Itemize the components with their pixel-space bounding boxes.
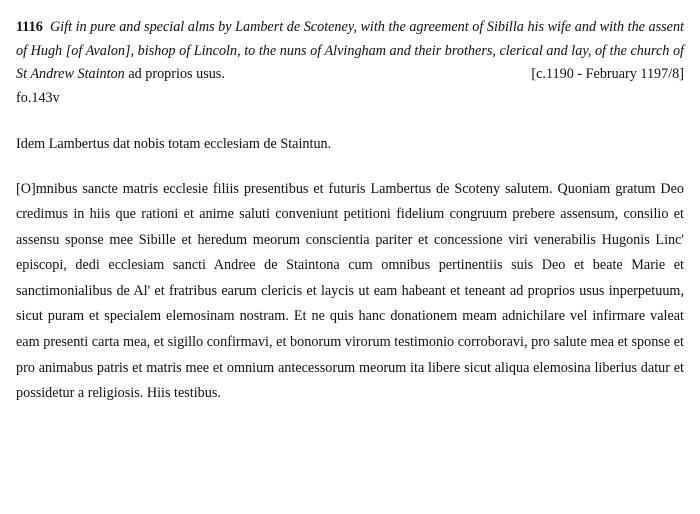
- entry-date: [c.1190 - February 1197/8]: [531, 66, 684, 82]
- entry-description-tail: ad proprios usus.: [124, 66, 225, 82]
- folio-reference: fo.143v: [16, 89, 60, 106]
- entry-heading: [16, 16, 684, 87]
- entry-number: 1116: [16, 19, 43, 35]
- rubric: Idem Lambertus dat nobis totam ecclesiam de Staintun.: [16, 135, 332, 152]
- entry-description: Gift in pure and special alms by Lambert de Scoteney, with the agreement of Sibilla his wife and with the assent of Hugh [of Avalon], bishop of Lincoln, to the nuns of Alvingham and their brothers, clerical and lay, of the church of St Andrew Stainton: [16, 19, 684, 82]
- charter-text: [O]mnibus sancte matris ecclesie filiis presentibus et futuris Lambertus de Scoteny salutem. Quoniam gratum Deo credimus in hiis que rationi et anime saluti conveniunt petitioni fidelium congruum prebere assensum, consilio et assensu sponse mee Sibille et heredum meorum conscientia pariter et concessione viri venerabilis Hugonis Linc' episcopi, dedi ecclesiam sancti Andree de Staintona cum omnibus pertinentiis suis Deo et beate Marie et sanctimonialibus de Al' et fratribus earum clericis et laycis ut eam habeant et teneant ad proprios usus inperpetuum, sicut puram et specialem elemosinam nostram. Et ne quis hanc donationem meam adnichilare vel infirmare valeat eam presenti carta mea, et sigillo confirmavi, et bonorum virorum testimonio corroboravi, pro salute mea et sponse et pro animabus patris et matris mee et omnium antecessorum meorum ita libere sicut aliqua elemosina liberius datur et possidetur a religiosis. Hiis testibus.: [16, 180, 684, 402]
- document-page: [16, 16, 684, 407]
